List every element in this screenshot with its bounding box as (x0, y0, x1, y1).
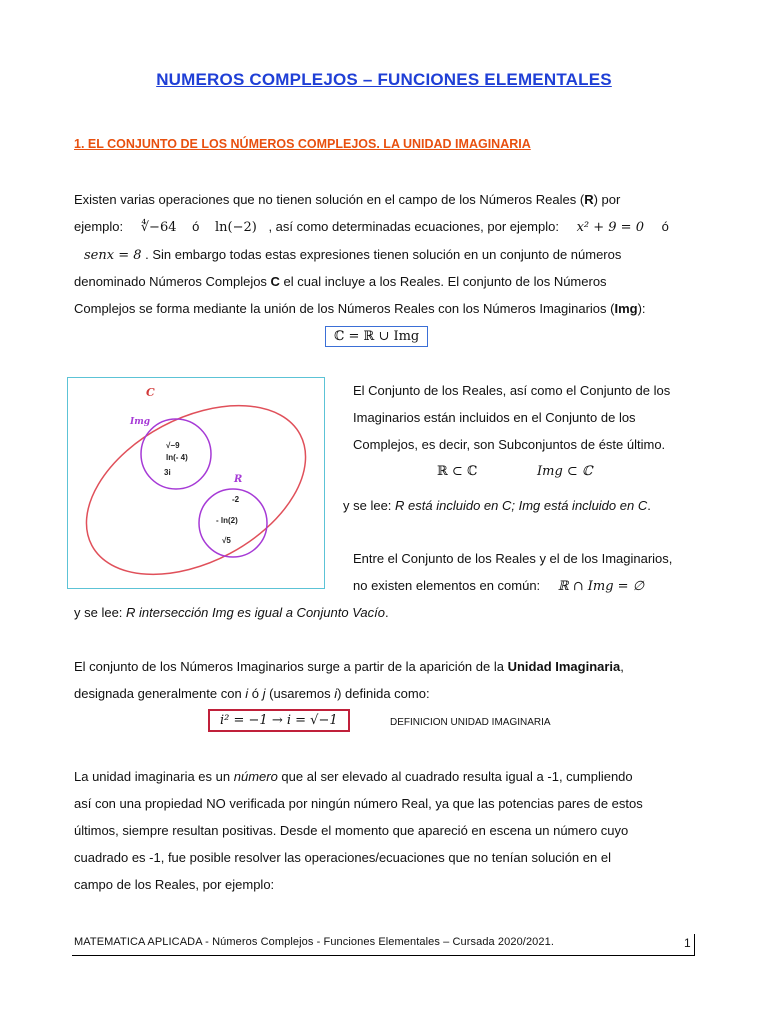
real-item-2: - ln(2) (216, 516, 238, 525)
inclusion-img-c: Img ⊂ ℂ (537, 464, 593, 479)
footer-divider (72, 955, 694, 956)
closing-line-4: cuadrado es -1, fue posible resolver las operaciones/ecuaciones que no tenían solución en el (74, 850, 611, 865)
section-heading: 1. EL CONJUNTO DE LOS NÚMEROS COMPLEJOS. LA UNIDAD IMAGINARIA (74, 137, 531, 151)
union-formula-box: ℂ = ℝ ∪ Img (325, 326, 428, 347)
subsets-reading: y se lee: R está incluido en C; Img está incluido en C. (343, 498, 651, 513)
label-img: Img (130, 417, 151, 427)
intersection-formula: ℝ ∩ Img = ∅ (557, 579, 645, 594)
img-item-1: √−9 (166, 441, 180, 450)
unit-line-2: designada generalmente con i ó j (usaremos i) definida como: (74, 686, 430, 701)
quadratic-expression: x² + 9 = 0 (576, 220, 644, 235)
sets-diagram (67, 377, 325, 589)
imaginary-unit-definition-box: i² = −1 → i = √−1 (208, 709, 350, 732)
real-item-1: -2 (232, 495, 240, 504)
label-r: R (234, 474, 243, 485)
closing-line-2: así con una propiedad NO verificada por ningún número Real, ya que las potencias pares de estos (74, 796, 643, 811)
closing-line-3: últimos, siempre resultan positivas. Desde el momento que apareció en escena un número cuyo (74, 823, 629, 838)
intro-line-4: denominado Números Complejos C el cual incluye a los Reales. El conjunto de los Números (74, 274, 607, 289)
intro-line-3: senx = 8 . Sin embargo todas estas expresiones tienen solución en un conjunto de números (84, 247, 622, 263)
page-number: 1 (684, 936, 691, 950)
intro-line-5: Complejos se forma mediante la unión de los Números Reales con los Números Imaginarios (Img): (74, 301, 646, 316)
subsets-line-2: Imaginarios están incluidos en el Conjunto de los (353, 410, 636, 425)
intro-line-2: ejemplo: ∜−64 ó ln(−2) , así como determinadas ecuaciones, por ejemplo: x² + 9 = 0 ó (74, 219, 669, 235)
subsets-line-5: no existen elementos en común: ℝ ∩ Img = ∅ (353, 578, 645, 594)
intersection-reading: y se lee: R intersección Img es igual a Conjunto Vacío. (74, 605, 389, 620)
ln-expression: ln(−2) (214, 220, 257, 235)
img-item-3: 3i (164, 468, 171, 477)
root-expression: ∜−64 (140, 220, 177, 235)
intro-line-1: Existen varias operaciones que no tienen solución en el campo de los Números Reales (R) por (74, 192, 621, 207)
unit-line-1: El conjunto de los Números Imaginarios surge a partir de la aparición de la Unidad Imaginaria, (74, 659, 624, 674)
inclusion-r-c: ℝ ⊂ ℂ (437, 464, 478, 479)
closing-line-5: campo de los Reales, por ejemplo: (74, 877, 275, 892)
footer-vertical-divider (694, 934, 695, 956)
subsets-line-3: Complejos, es decir, son Subconjuntos de éste último. (353, 437, 666, 452)
page-footer: MATEMATICA APLICADA - Números Complejos - Funciones Elementales – Cursada 2020/2021. (74, 936, 554, 948)
real-item-3: √5 (222, 536, 231, 545)
senx-expression: senx = 8 (84, 248, 142, 263)
venn-svg (68, 378, 324, 588)
page-title: NUMEROS COMPLEJOS – FUNCIONES ELEMENTALES (156, 70, 612, 89)
subsets-line-1: El Conjunto de los Reales, así como el Conjunto de los (353, 383, 671, 398)
label-c: C (146, 386, 155, 399)
closing-line-1: La unidad imaginaria es un número que al ser elevado al cuadrado resulta igual a -1, cumpliendo (74, 769, 633, 784)
subsets-line-4: Entre el Conjunto de los Reales y el de los Imaginarios, (353, 551, 673, 566)
img-item-2: ln(- 4) (166, 453, 188, 462)
definition-label: DEFINICION UNIDAD IMAGINARIA (390, 717, 551, 728)
